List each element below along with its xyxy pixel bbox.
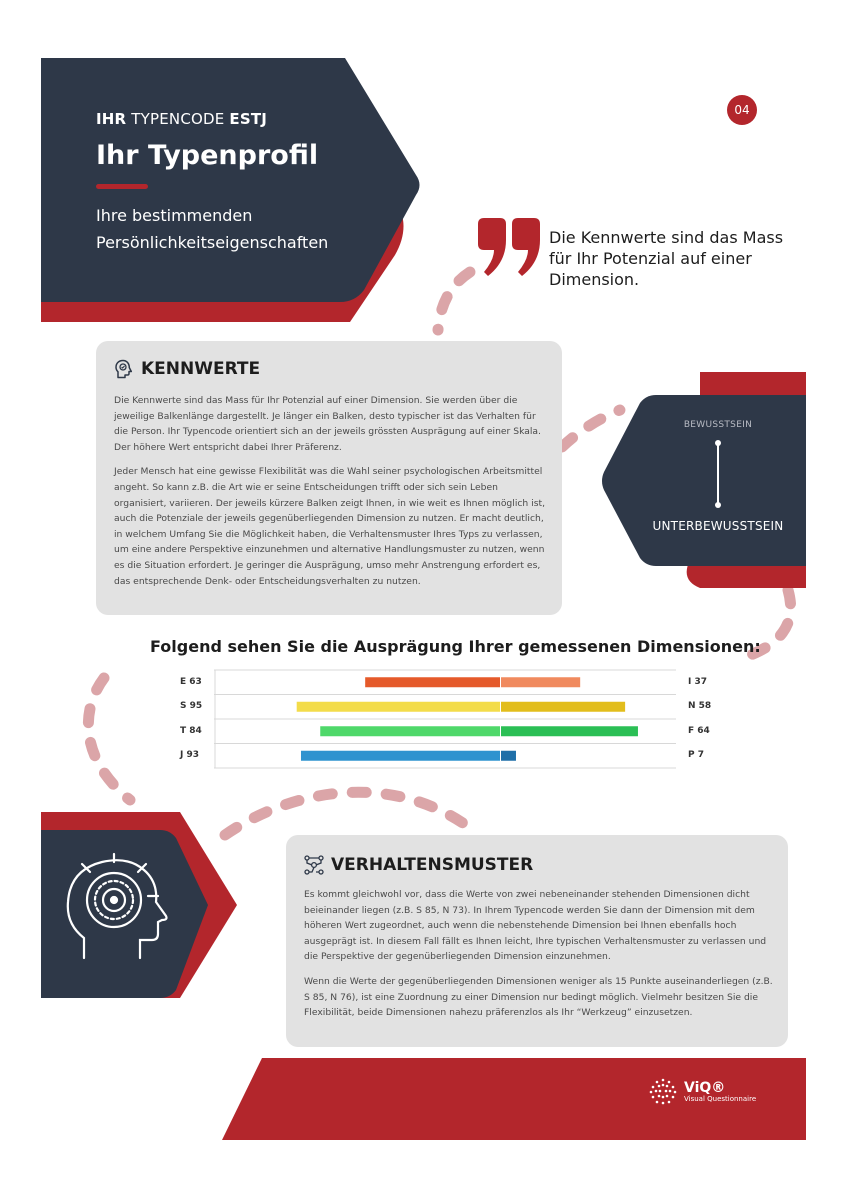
page-number-badge: 04: [727, 95, 757, 125]
viq-logo-name: ViQ®: [684, 1079, 726, 1096]
verhaltensmuster-card: [286, 835, 788, 1047]
kennwerte-card: [96, 341, 562, 615]
chart-bar-left: [301, 751, 500, 761]
title-underline: [96, 184, 148, 189]
pattern-icon: [304, 855, 324, 875]
verhaltensmuster-paragraph-2: Wenn die Werte der gegenüberliegenden Dimensionen weniger als 15 Punkte auseinanderliegen (z.B. S 85, N 76), ist eine Zuordnung zu einer Dimension nur bedingt möglich. Vielmehr besitzen Sie die Flexibilität, beide Dimensionen nahezu präferenzlos als Ihr “Werkzeug” einzusetzen.: [304, 975, 773, 1019]
chart-bar-right: [501, 702, 625, 712]
verhaltensmuster-body: [304, 887, 774, 1030]
chart-bar-right: [501, 726, 638, 736]
kicker-code: ESTJ: [229, 110, 268, 128]
viq-logo-tagline: Visual Questionnaire: [684, 1094, 757, 1103]
kennwerte-heading: KENNWERTE: [141, 359, 261, 379]
page-subtitle: Ihre bestimmenden Persönlichkeitseigenschaften: [96, 206, 329, 252]
kennwerte-paragraph-1: Die Kennwerte sind das Mass für Ihr Potenzial auf einer Dimension. Sie werden über die jeweilige Balkenlänge dargestellt. Je länger ein Balken, desto typischer ist das Verhalten für die Person. Ihr Typencode orientiert sich an der jeweils grössten Ausprägung auf einer Skala. Der höhere Wert entspricht dabei Ihrer Präferenz.: [114, 395, 541, 453]
head-icon: [114, 359, 134, 379]
verhaltensmuster-paragraph-1: Es kommt gleichwohl vor, dass die Werte von zwei nebeneinander stehenden Dimensionen dicht beieinander liegen (z.B. S 85, N 73). In Ihrem Typencode werden Sie dann der Dimension mit dem höheren Wert zugeordnet, auch wenn die nebenstehende Dimension bei Ihnen ebenfalls hoch ausgeprägt ist. In diesem Fall fällt es Ihnen leicht, Ihre typischen Verhaltensmuster zu verlassen und die Perspektive der gegenüberliegenden Dimension einzunehmen.: [304, 889, 767, 963]
chart-bar-left: [297, 702, 500, 712]
chart-bar-right: [501, 677, 580, 687]
viq-logo-mark-icon: [648, 1077, 678, 1107]
bewusstsein-label: BEWUSSTSEIN: [683, 420, 753, 430]
typecode-kicker: [96, 110, 267, 128]
dim-label-right: N 58: [688, 701, 712, 711]
page-title: Ihr Typenprofil: [96, 140, 319, 171]
dim-label-right: P 7: [688, 750, 704, 760]
dim-label-left: S 95: [180, 701, 203, 711]
unterbewusstsein-label: UNTERBEWUSSTSEIN: [652, 519, 784, 533]
dimensions-chart: [214, 668, 676, 772]
dim-label-left: J 93: [180, 750, 200, 760]
chart-bar-left: [365, 677, 500, 687]
viq-logo-text: [684, 1081, 756, 1104]
scale-line: [717, 441, 719, 505]
kennwerte-heading-row: [114, 359, 260, 379]
verhaltensmuster-heading-row: [304, 855, 533, 875]
dim-label-right: I 37: [688, 677, 708, 687]
chart-bar-left: [320, 726, 500, 736]
chart-bar-right: [501, 751, 516, 761]
viq-logo: [648, 1077, 756, 1107]
quote-text: Die Kennwerte sind das Mass für Ihr Potenzial auf einer Dimension.: [549, 228, 784, 289]
dim-label-left: E 63: [180, 677, 202, 687]
header-navy-shape: [41, 58, 420, 302]
dimensions-heading: Folgend sehen Sie die Ausprägung Ihrer gemessenen Dimensionen:: [150, 637, 761, 656]
scale-dot-top: [715, 440, 721, 446]
scale-dot-bottom: [715, 502, 721, 508]
verhaltensmuster-heading: VERHALTENSMUSTER: [331, 855, 534, 875]
kicker-typencode: TYPENCODE: [131, 110, 225, 128]
kennwerte-paragraph-2: Jeder Mensch hat eine gewisse Flexibilität was die Wahl seiner psychologischen Arbeitsmittel angeht. So kann z.B. die Art wie er seine Entscheidungen trifft oder sich sein Leben organisiert, variieren. Der jeweils kürzere Balken zeigt Ihnen, in wie weit es Ihnen möglich ist, auch die Potenziale der jeweils gegenüberliegenden Dimension zu nutzen. Er macht deutlich, in welchem Umfang Sie die Möglichkeit haben, die Verhaltensmuster Ihres Typs zu verlassen, um eine andere Perspektive einzunehmen und alternative Handlungsmuster zu nutzen, wenn es die Situation erfordert. Je geringer die Ausprägung, umso mehr Anstrengung erfordert es, das entsprechende Denk- oder Entscheidungsverhalten zu nutzen.: [114, 466, 546, 587]
kicker-ihr: IHR: [96, 110, 127, 128]
dim-label-left: T 84: [180, 726, 202, 736]
kennwerte-body: [114, 393, 548, 598]
dim-label-right: F 64: [688, 726, 710, 736]
quote-mark-icon: [474, 218, 542, 278]
head-target-icon: [62, 852, 172, 964]
